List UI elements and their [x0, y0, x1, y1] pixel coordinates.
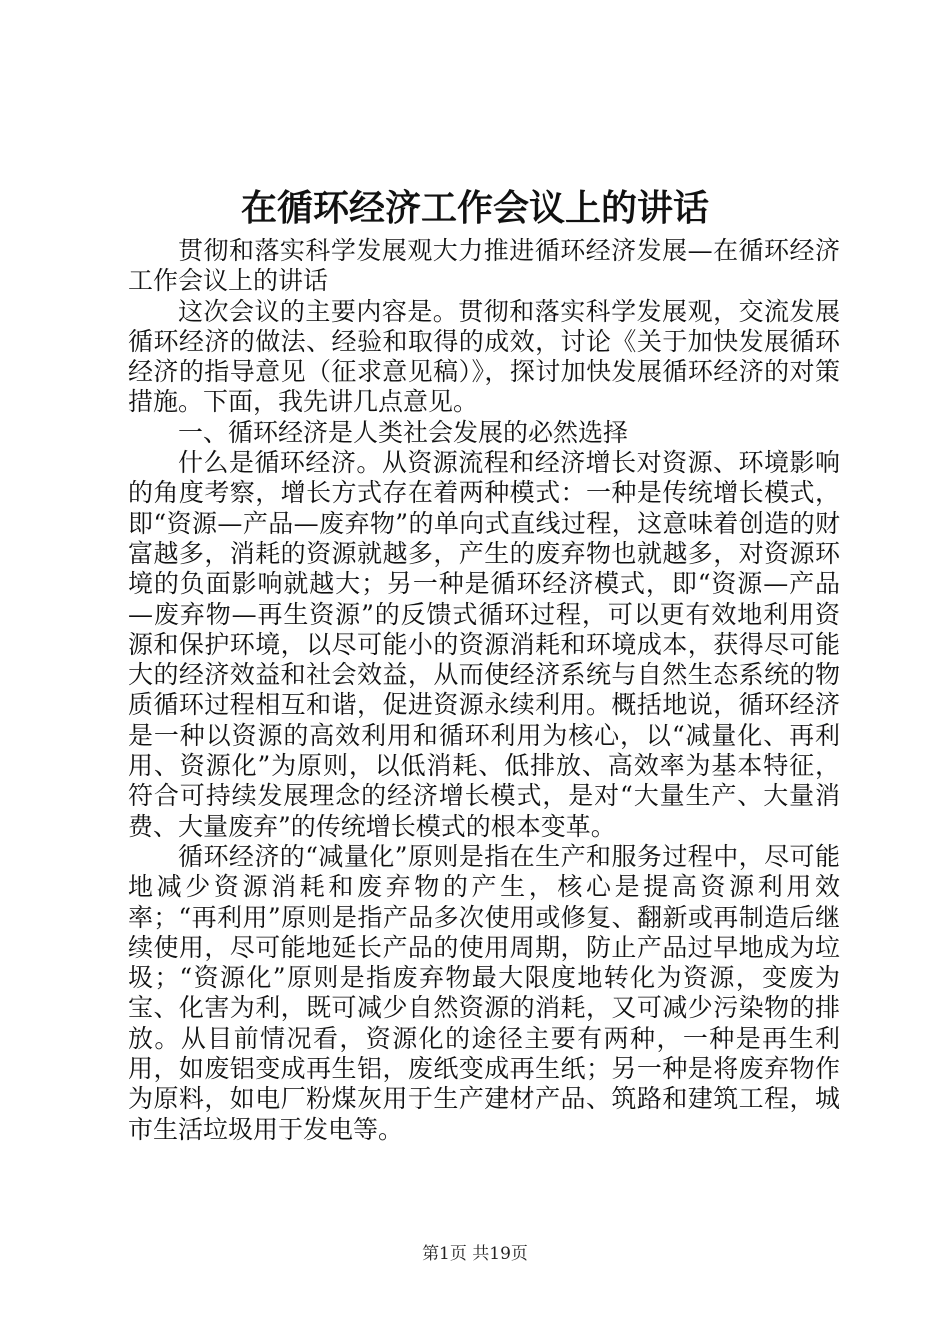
document-body — [128, 236, 840, 1145]
document-title: 在循环经济工作会议上的讲话 — [240, 187, 709, 229]
subtitle-paragraph: 贯彻和落实科学发展观大力推进循环经济发展—在循环经济工作会议上的讲话 — [128, 236, 840, 296]
intro-paragraph: 这次会议的主要内容是。贯彻和落实科学发展观，交流发展循环经济的做法、经验和取得的成效，讨论《关于加快发展循环经济的指导意见（征求意见稿）》，探讨加快发展循环经济的对策措施。下面，我先讲几点意见。 — [128, 296, 840, 417]
body-paragraph: 什么是循环经济。从资源流程和经济增长对资源、环境影响的角度考察，增长方式存在着两种模式：一种是传统增长模式，即“资源—产品—废弃物”的单向式直线过程，这意味着创造的财富越多，消耗的资源就越多，产生的废弃物也就越多，对资源环境的负面影响就越大；另一种是循环经济模式，即“资源—产品—废弃物—再生资源”的反馈式循环过程，可以更有效地利用资源和保护环境，以尽可能小的资源消耗和环境成本，获得尽可能大的经济效益和社会效益，从而使经济系统与自然生态系统的物质循环过程相互和谐，促进资源永续利用。概括地说，循环经济是一种以资源的高效利用和循环利用为核心，以“减量化、再利用、资源化”为原则，以低消耗、低排放、高效率为基本特征，符合可持续发展理念的经济增长模式，是对“大量生产、大量消费、大量废弃”的传统增长模式的根本变革。 — [128, 448, 840, 841]
body-paragraph: 循环经济的“减量化”原则是指在生产和服务过程中，尽可能地减少资源消耗和废弃物的产生，核心是提高资源利用效率；“再利用”原则是指产品多次使用或修复、翻新或再制造后继续使用，尽可能地延长产品的使用周期，防止产品过早地成为垃圾；“资源化”原则是指废弃物最大限度地转化为资源，变废为宝、化害为利，既可减少自然资源的消耗，又可减少污染物的排放。从目前情况看，资源化的途径主要有两种，一种是再生利用，如废铝变成再生铝，废纸变成再生纸；另一种是将废弃物作为原料，如电厂粉煤灰用于生产建材产品、筑路和建筑工程，城市生活垃圾用于发电等。 — [128, 841, 840, 1144]
section-heading: 一、循环经济是人类社会发展的必然选择 — [178, 417, 629, 447]
page-number-footer: 第1页 共19页 — [422, 1244, 528, 1264]
